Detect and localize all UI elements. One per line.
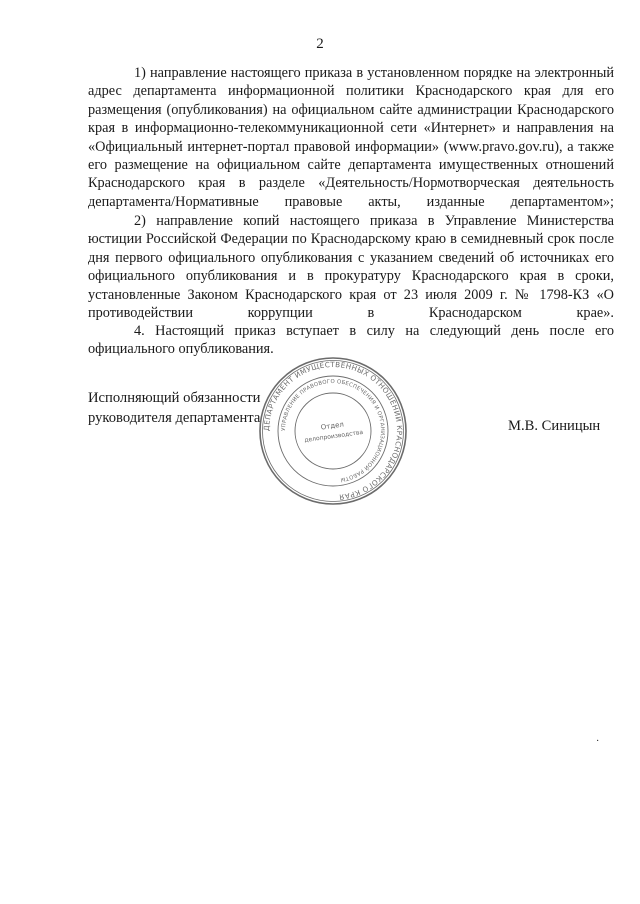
seal-center-line2: делопроизводства [303,428,364,445]
seal-inner-text: УПРАВЛЕНИЕ ПРАВОВОГО ОБЕСПЕЧЕНИЯ И ОРГАНИЗАЦИОННОЙ РАБОТЫ [280,378,386,483]
paragraph-publication: 1) направление настоящего приказа в установленном порядке на электронный адрес департамента информационной политики Краснодарского края для его размещения (опубликования) на официальном сайте администрации Краснодарского края в информационно-телекоммуникационной сети «Интернет» и направления на «Официальный интернет-портал правовой информации» (www.pravo.gov.ru), а также его размещение на официальном сайте департамента имущественных отношений Краснодарского края в разделе «Деятельность/Нормотворческая деятельность департамента/Нормативные правовые акты, изданные департаментом»; [88,65,614,210]
signer-name: М.В. Синицын [508,418,601,434]
official-seal-stamp [258,356,408,506]
signer-title [88,388,260,428]
seal-center-line1: Отдел [320,420,345,432]
signer-title-line1: Исполняющий обязанности [88,390,261,406]
stray-dot-mark: · [596,736,600,747]
svg-text:УПРАВЛЕНИЕ ПРАВОВОГО ОБЕСПЕЧЕН [281,379,385,482]
page-number: 2 [316,36,324,52]
seal-outer-text: ДЕПАРТАМЕНТ ИМУЩЕСТВЕННЫХ ОТНОШЕНИЙ КРАСНОДАРСКОГО КРАЯ [261,359,405,502]
paragraph-copies: 2) направление копий настоящего приказа в Управление Министерства юстиции Российской Федерации по Краснодарскому краю в семидневный срок после дня первого официального опубликования с указанием сведений об источниках его официального опубликования и в прокуратуру Краснодарского края в сроки, установленные Законом Краснодарского края от 23 июля 2009 г. № 1798-КЗ «О противодействии коррупции в Краснодарском крае». [88,213,614,322]
paragraph-effective-date: 4. Настоящий приказ вступает в силу на следующий день после его официального опубликования. [88,323,614,358]
signer-title-line2: руководителя департамента [88,410,261,426]
